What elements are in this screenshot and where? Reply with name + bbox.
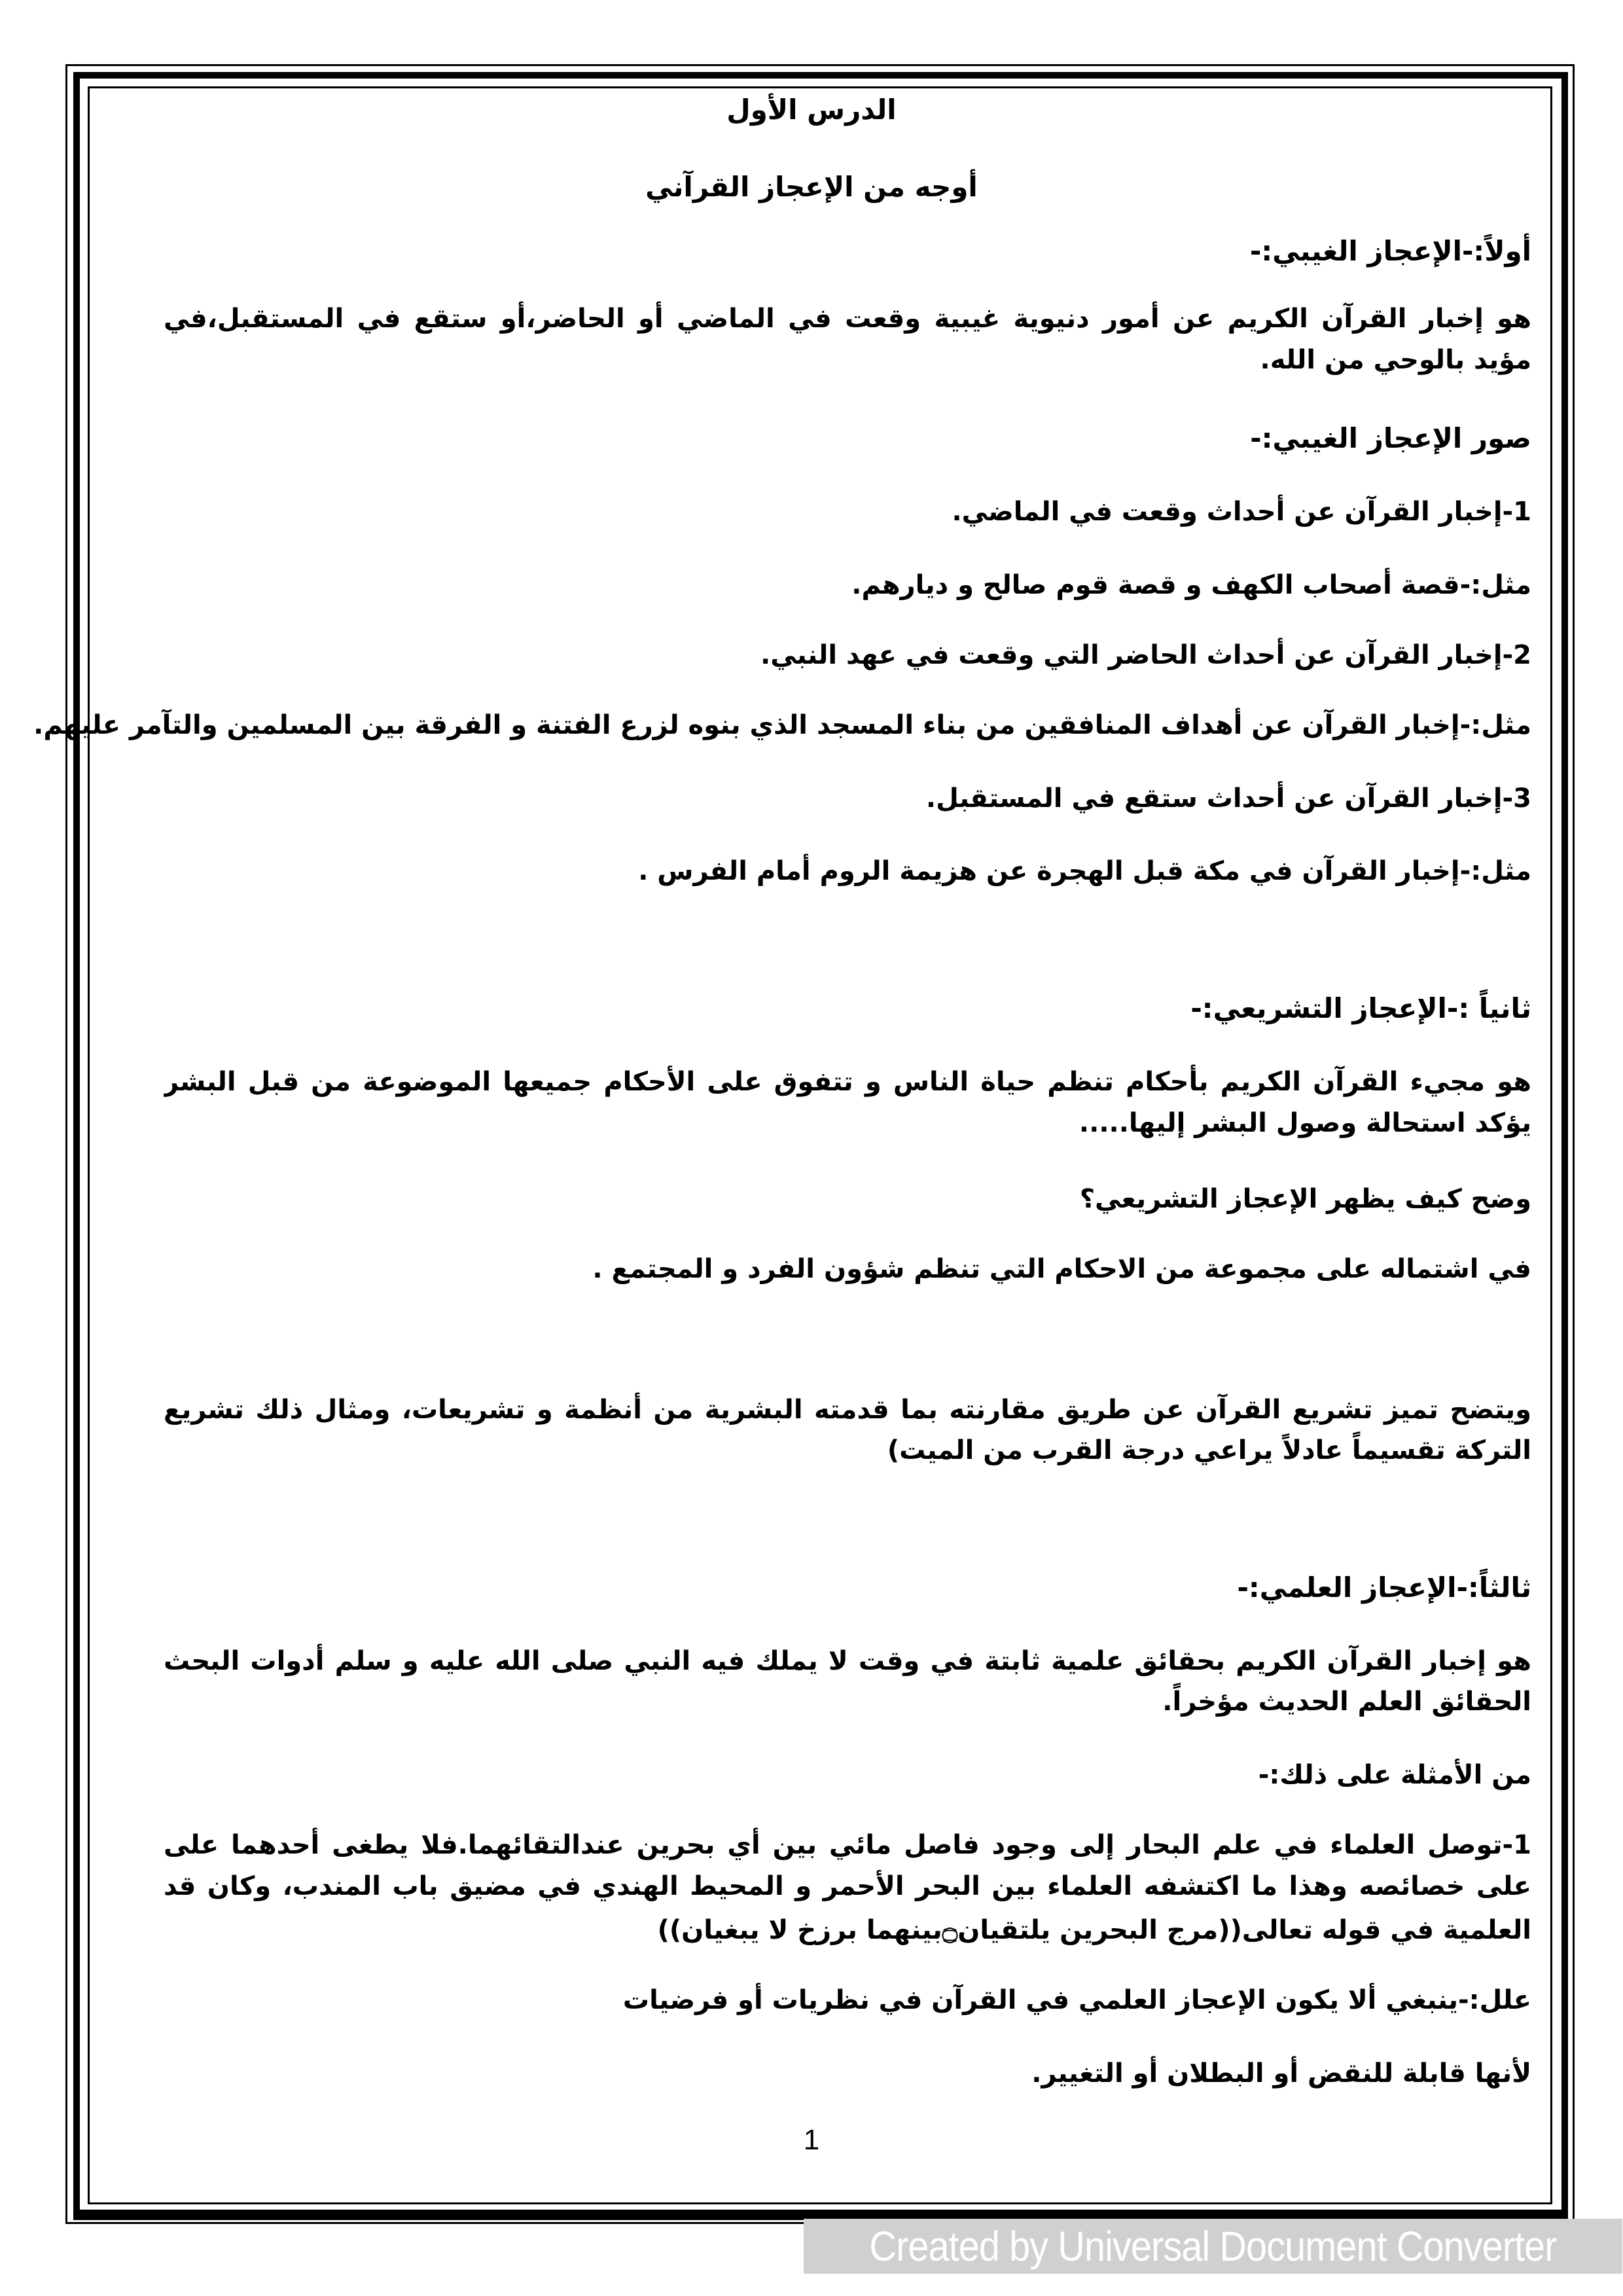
list-item: 3-إخبار القرآن عن أحداث ستقع في المستقبل.	[925, 783, 1531, 814]
watermark: Created by Universal Document Converter	[804, 2219, 1622, 2274]
list-item: مثل:-إخبار القرآن عن أهداف المنافقين من بناء المسجد الذي بنوه لزرع الفتنة و الفرقة بين المسلمين والتآمر عليهم.	[33, 710, 1531, 740]
section2-example-line: التركة تقسيماً عادلاً يراعي درجة القرب من الميت)	[887, 1435, 1531, 1465]
lesson-subtitle: أوجه من الإعجاز القرآني	[645, 171, 978, 203]
section3-heading: ثالثاً:-الإعجاز العلمي:-	[1237, 1571, 1531, 1604]
page-number: 1	[803, 2124, 820, 2156]
section1-definition-line: هو إخبار القرآن الكريم عن أمور دنيوية غيبية وقعت في الماضي أو الحاضر،أو ستقع في المستقبل،في	[164, 304, 1531, 334]
section1-forms-heading: صور الإعجاز الغيبي:-	[1250, 422, 1531, 454]
section2-definition-line: هو مجيء القرآن الكريم بأحكام تنظم حياة الناس و تتفوق على الأحكام جميعها الموضوعة من قبل البشر	[164, 1067, 1531, 1097]
list-item: مثل:-قصة أصحاب الكهف و قصة قوم صالح و ديارهم.	[851, 570, 1531, 600]
section2-example-line: ويتضح تميز تشريع القرآن عن طريق مقارنته بما قدمته البشرية من أنظمة و تشريعات، ومثال ذلك تشريع	[164, 1395, 1531, 1425]
list-item: 2-إخبار القرآن عن أحداث الحاضر التي وقعت في عهد النبي.	[760, 640, 1531, 670]
section2-question: وضح كيف يظهر الإعجاز التشريعي؟	[1079, 1184, 1531, 1214]
section3-examples-intro: من الأمثلة على ذلك:-	[1258, 1760, 1531, 1790]
lesson-title: الدرس الأول	[726, 94, 897, 126]
list-item: مثل:-إخبار القرآن في مكة قبل الهجرة عن هزيمة الروم أمام الفرس .	[638, 856, 1531, 886]
section3-example-line: العلمية في قوله تعالى((مرج البحرين يلتقيان۝بينهما برزخ لا يبغيان))	[657, 1915, 1531, 1945]
section3-reason-question: علل:-ينبغي ألا يكون الإعجاز العلمي في القرآن في نظريات أو فرضيات	[622, 1985, 1531, 2015]
section3-example-line: 1-توصل العلماء في علم البحار إلى وجود فاصل مائي بين أي بحرين عندالتقائهما.فلا يطغى أحدهما على	[164, 1830, 1531, 1860]
section1-heading: أولاً:-الإعجاز الغيبي:-	[1249, 235, 1531, 267]
section3-example-line: على خصائصه وهذا ما اكتشفه العلماء بين البحر الأحمر و المحيط الهندي في مضيق باب المندب، وكان قد	[164, 1871, 1531, 1901]
section3-definition-line: الحقائق العلم الحديث مؤخراً.	[1162, 1687, 1531, 1717]
section2-definition-line: يؤكد استحالة وصول البشر إليها.....	[1079, 1108, 1531, 1138]
section2-answer: في اشتماله على مجموعة من الاحكام التي تنظم شؤون الفرد و المجتمع .	[592, 1254, 1531, 1284]
section3-reason-answer: لأنها قابلة للنقض أو البطلان أو التغيير.	[1031, 2058, 1531, 2089]
section3-definition-line: هو إخبار القرآن الكريم بحقائق علمية ثابتة في وقت لا يملك فيه النبي صلى الله عليه و سلم أدوات البحث	[164, 1646, 1531, 1676]
section2-heading: ثانياً :-الإعجاز التشريعي:-	[1190, 992, 1531, 1024]
section1-definition-line: مؤيد بالوحي من الله.	[1260, 345, 1531, 375]
list-item: 1-إخبار القرآن عن أحداث وقعت في الماضي.	[952, 497, 1531, 527]
